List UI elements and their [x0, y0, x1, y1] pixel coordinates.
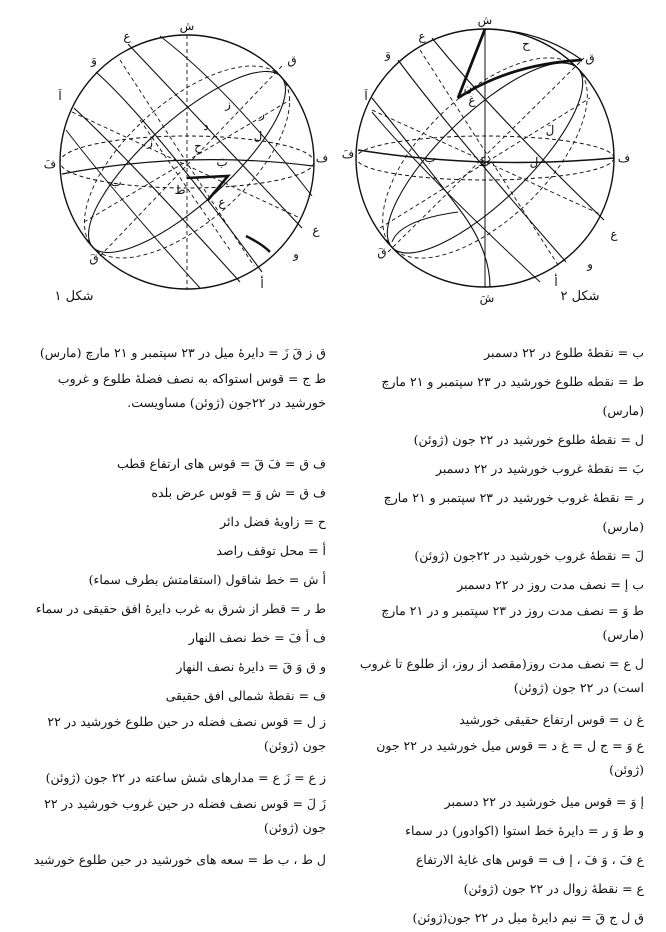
diagram-figures: [0, 0, 666, 320]
legend-item: غ ن = قوس ارتفاع حقیقی خورشید: [459, 712, 644, 727]
figure-2-label-ha: ح: [522, 37, 530, 51]
legend-item: ط = نقطه طلوع خورشید در ۲۳ سپتمبر و ۲۱ مارچ (مارس): [381, 374, 644, 418]
figure-1-label-ha: ح: [194, 139, 202, 153]
legend-item: ب إ = نصف مدت روز در ۲۲ دسمبر: [457, 577, 644, 592]
figure-2-label-ain-right: ع: [610, 227, 618, 241]
legend-item: ب = نقطهٔ طلوع در ۲۲ دسمبر: [484, 345, 644, 360]
figure-2-label-nun: ن: [463, 81, 473, 95]
legend-item: ط ر = قطر از شرق به غرب دایرهٔ افق حقیقی در سماء: [35, 601, 326, 616]
figure-1-label-za: ز: [225, 97, 231, 111]
figure-1-hook: [246, 236, 270, 252]
legend-item: ح = زاویهٔ فضل دائر: [220, 514, 326, 529]
figure-1-label-waw-top: وَ: [91, 53, 97, 67]
legend-item: ف ق = ش وَ = قوس عرض بلده: [151, 485, 326, 500]
legend-item: أ = محل توقف راصد: [216, 543, 326, 558]
legend-item: ع وَ = ج ل = غ د = قوس میل خورشید در ۲۲ جون (ژوئن): [376, 738, 644, 777]
figure-2-label-ta: ط: [478, 155, 490, 169]
figure-1-label-qafprime: قَ: [89, 251, 99, 265]
figure-2-angle-arc: [485, 29, 582, 60]
figure-1-label-ta: ط: [174, 183, 186, 197]
figure-2-label-ghain: غ: [468, 93, 476, 107]
figure-2-caption: شکل ۲: [560, 289, 600, 304]
figure-1-label-waw-right: و: [293, 247, 299, 261]
legend-right-column: [339, 338, 644, 932]
legend-item: ل = نقطهٔ طلوع خورشید در ۲۲ جون (ژوئن): [413, 432, 644, 447]
figure-1-label-alef-left: اَ: [58, 89, 62, 103]
figure-2-label-alef-bottom: أ: [554, 275, 558, 289]
legend-item: ل ط ، ب ط = سعه های خورشید در حین طلوع خورشید: [33, 852, 326, 867]
figure-1-label-alef-bottom: أ: [260, 277, 264, 291]
figure-1-label-fa-left: فَ: [43, 157, 57, 171]
figure-1-label-top: ش: [179, 19, 195, 33]
legend-item: بَ = نقطهٔ غروب خورشید در ۲۲ دسمبر: [435, 461, 644, 476]
legend-item: لَ = نقطهٔ غروب خورشید در ۲۲جون (ژوئن): [414, 548, 644, 563]
figure-1-label-fa-right: ف: [315, 151, 329, 165]
figure-2-label-ba: ب: [424, 151, 436, 165]
legend-item: و ق وَ قَ = دایرهٔ نصف النهار: [176, 659, 326, 674]
legend-spacer: [21, 420, 326, 449]
figure-1-label-zaprime: زَ: [147, 135, 153, 149]
figure-1-day-arc-3: [74, 108, 240, 282]
figure-1-caption: شکل ۱: [54, 289, 94, 304]
legend-item: ق ز قَ زَ = دایرهٔ میل در ۲۳ سپتمبر و ۲۱ مارچ (مارس): [39, 345, 326, 360]
legend-item: ف = نقطهٔ شمالی افق حقیقی: [165, 688, 326, 703]
figure-2-label-top: ش: [477, 13, 493, 27]
legend-left-column: [21, 338, 326, 874]
legend-item: أ ش = خط شاقول (استقامتش بطرف سماء): [88, 572, 326, 587]
figure-1-label-ra: ر: [259, 107, 265, 121]
figure-2-day-arc-2: [432, 38, 604, 220]
legend-item: ف ق = فَ قَ = قوس های ارتفاع قطب: [117, 456, 326, 471]
legend-item: ط وَ = نصف مدت روز در ۲۳ سپتمبر و در ۲۱ مارچ (مارس): [381, 603, 644, 642]
figure-2-label-qafprime: قَ: [377, 245, 387, 259]
legend-item: ق ل ج قَ = نیم دایرهٔ میل در ۲۲ جون(ژوئن): [412, 910, 644, 925]
figure-1-label-ain-right: ع: [312, 223, 320, 237]
figure-1-label-ain-top: ع: [123, 29, 131, 43]
figure-2-label-bottom: شَ: [479, 291, 495, 305]
figure-1-diagonal-1: [72, 112, 300, 218]
figure-2-label-fa-right: ف: [617, 151, 631, 165]
figure-2-label-waw-right: و: [587, 257, 593, 271]
legend-item: ع فَ ، وَ فَ ، إ ف = قوس های غایهٔ الارتفاع: [415, 852, 644, 867]
figure-2-label-alef-left: اَ: [364, 89, 368, 103]
figure-2-label-lamprime: لَ: [545, 123, 555, 137]
legend-item: ل ع = نصف مدت روز(مقصد از روز، از طلوع تا غروب است) در ۲۲ جون (ژوئن): [359, 656, 644, 695]
legend-item: ع = نقطهٔ زوال در ۲۲ جون (ژوئن): [463, 881, 644, 896]
figure-1-label-lam: ل: [253, 129, 263, 143]
figure-2-label-waw-top: وَ: [385, 47, 391, 61]
figure-2-s-curve: [372, 98, 490, 287]
figure-2-label-qaf-top: ق: [585, 51, 595, 65]
legend-item: ر = نقطهٔ غروب خورشید در ۲۳ سپتمبر و ۲۱ مارچ (مارس): [383, 490, 644, 534]
figure-1-label-ain-mid: ع: [218, 195, 226, 209]
legend-item: ز ع = زَ ع = مدارهای شش ساعته در ۲۲ جون (ژوئن): [45, 770, 326, 785]
legend-item: و ط وَ ر = دایرهٔ خط استوا (اکوادور) در سماء: [405, 823, 644, 838]
legend-item: ز ل = قوس نصف فضله در حین طلوع خورشید در ۲۲ جون (ژوئن): [47, 714, 326, 753]
figure-2-label-ain-top: ع: [418, 29, 426, 43]
legend-item: إ وَ = قوس میل خورشید در ۲۲ دسمبر: [444, 794, 644, 809]
figure-1-label-baprime: بَ: [216, 155, 228, 169]
figure-2-day-arc-3: [372, 112, 540, 282]
figure-2-label-lam: ل: [529, 155, 539, 169]
figure-1-label-ba: ب: [110, 175, 122, 189]
figure-1-label-qaf-top: ق: [287, 53, 297, 67]
legend-item: ط ج = قوس استواکه به نصف فضلهٔ طلوع و غروب خورشید در ۲۲جون (ژوئن) مساویست.: [57, 371, 326, 410]
legend-item: ف أ فَ = خط نصف النهار: [188, 630, 326, 645]
figure-1-label-dal: د: [203, 119, 209, 133]
figure-2-label-fa-left: فَ: [341, 147, 355, 161]
figure-2-day-arc-4: [392, 212, 458, 242]
legend-item: زَ لَ = قوس نصف فضله در حین غروب خورشید در ۲۲ جون (ژوئن): [44, 796, 326, 835]
